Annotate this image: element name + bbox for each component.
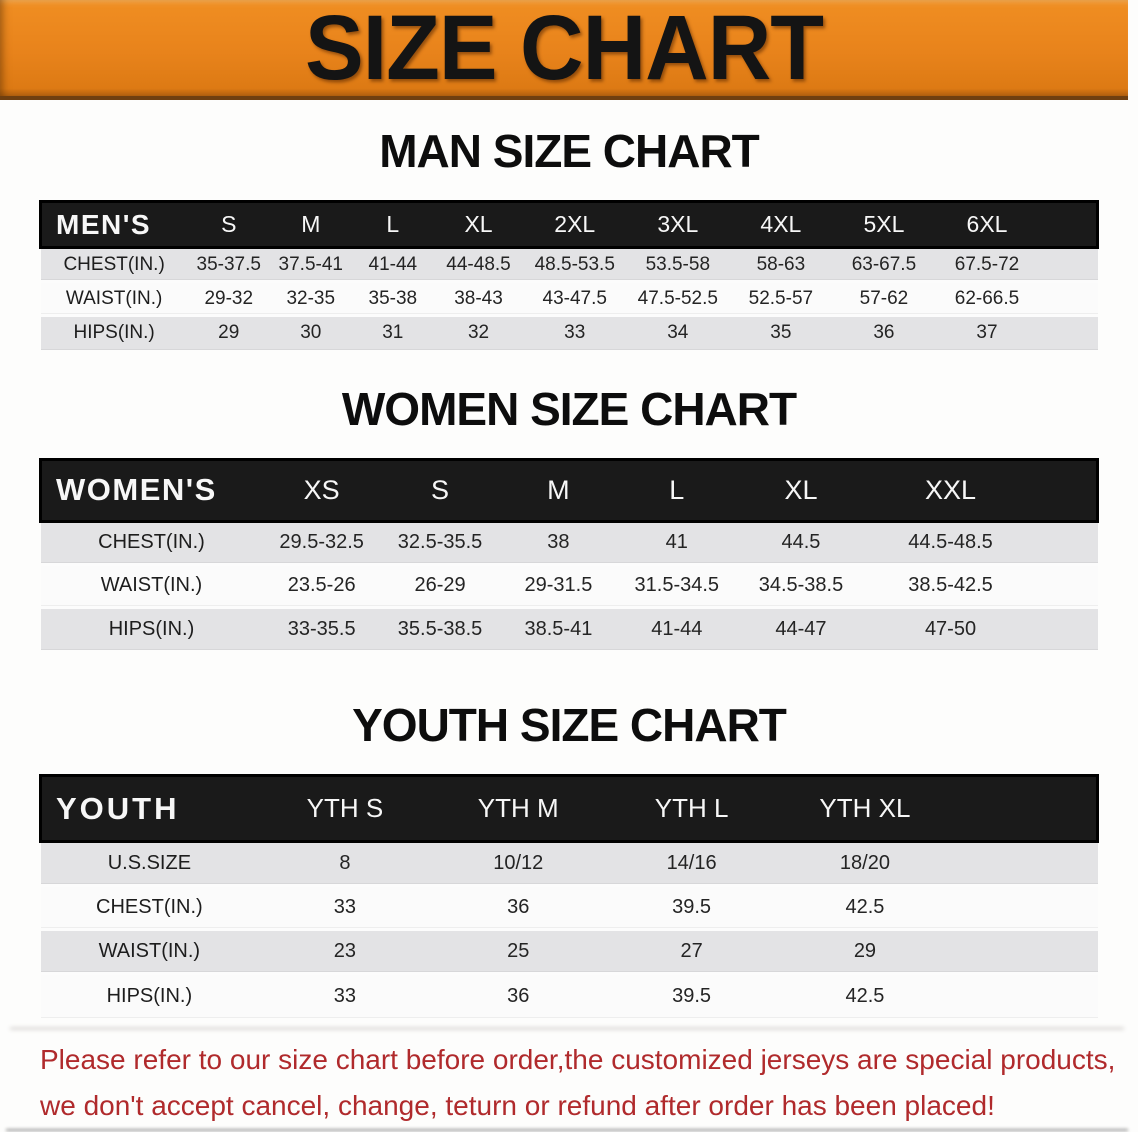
size-value-cell: 44.5	[736, 521, 866, 564]
size-value-cell: 44-48.5	[434, 248, 523, 282]
size-value-cell: 32	[434, 316, 523, 350]
size-value-cell: 29	[778, 930, 951, 974]
size-column-header: 3XL	[626, 202, 729, 248]
table-row	[41, 607, 1098, 650]
size-value-cell: 30	[270, 316, 352, 350]
size-column-header: M	[499, 459, 617, 521]
size-value-cell: 35-38	[352, 282, 434, 316]
youth-size-chart-section	[0, 698, 1138, 1018]
size-value-cell: 35-37.5	[188, 248, 270, 282]
filler-cell	[952, 930, 1098, 974]
filler-cell	[1035, 607, 1097, 650]
size-value-cell: 57-62	[832, 282, 935, 316]
size-value-cell: 38.5-41	[499, 607, 617, 650]
filler-cell	[952, 842, 1098, 886]
size-value-cell: 34.5-38.5	[736, 564, 866, 607]
size-value-cell: 53.5-58	[626, 248, 729, 282]
size-column-header: 5XL	[832, 202, 935, 248]
table-row	[41, 886, 1098, 930]
filler-cell	[1035, 459, 1097, 521]
table-row	[41, 842, 1098, 886]
filler-cell	[952, 974, 1098, 1018]
measure-row-label: HIPS(IN.)	[41, 607, 263, 650]
size-value-cell: 31	[352, 316, 434, 350]
size-value-cell: 36	[432, 886, 605, 930]
size-value-cell: 42.5	[778, 886, 951, 930]
size-value-cell: 34	[626, 316, 729, 350]
size-value-cell: 8	[258, 842, 431, 886]
banner	[0, 0, 1128, 100]
page-title: SIZE CHART	[305, 0, 823, 99]
disclaimer	[0, 1029, 1138, 1129]
size-column-header: YTH S	[258, 776, 431, 842]
table-row	[41, 930, 1098, 974]
size-value-cell: 14/16	[605, 842, 778, 886]
size-value-cell: 62-66.5	[935, 282, 1038, 316]
size-column-header: S	[381, 459, 499, 521]
size-value-cell: 58-63	[729, 248, 832, 282]
table-group-label: YOUTH	[41, 776, 259, 842]
size-column-header: 4XL	[729, 202, 832, 248]
youth-size-table	[39, 774, 1099, 1018]
size-value-cell: 41	[618, 521, 736, 564]
size-value-cell: 10/12	[432, 842, 605, 886]
size-column-header: YTH M	[432, 776, 605, 842]
size-column-header: YTH XL	[778, 776, 951, 842]
size-column-header: XS	[262, 459, 380, 521]
filler-cell	[1035, 521, 1097, 564]
measure-row-label: WAIST(IN.)	[41, 282, 188, 316]
measure-row-label: HIPS(IN.)	[41, 974, 259, 1018]
size-value-cell: 44-47	[736, 607, 866, 650]
women-size-table	[39, 458, 1099, 651]
table-row	[41, 974, 1098, 1018]
size-value-cell: 29-32	[188, 282, 270, 316]
size-value-cell: 23.5-26	[262, 564, 380, 607]
measure-row-label: HIPS(IN.)	[41, 316, 188, 350]
size-value-cell: 38	[499, 521, 617, 564]
disclaimer-line-2: we don't accept cancel, change, teturn or refund after order has been placed!	[40, 1090, 995, 1122]
size-value-cell: 67.5-72	[935, 248, 1038, 282]
measure-row-label: U.S.SIZE	[41, 842, 259, 886]
size-value-cell: 52.5-57	[729, 282, 832, 316]
size-value-cell: 25	[432, 930, 605, 974]
size-value-cell: 38-43	[434, 282, 523, 316]
table-group-label: MEN'S	[41, 202, 188, 248]
filler-cell	[952, 776, 1098, 842]
measure-row-label: CHEST(IN.)	[41, 886, 259, 930]
man-size-chart-section	[0, 124, 1138, 350]
size-value-cell: 42.5	[778, 974, 951, 1018]
size-value-cell: 37	[935, 316, 1038, 350]
table-row	[41, 248, 1098, 282]
size-value-cell: 33	[258, 974, 431, 1018]
size-value-cell: 39.5	[605, 974, 778, 1018]
size-value-cell: 23	[258, 930, 431, 974]
size-column-header: XL	[434, 202, 523, 248]
man-size-table	[39, 200, 1099, 350]
filler-cell	[1039, 282, 1098, 316]
size-column-header: M	[270, 202, 352, 248]
size-value-cell: 29.5-32.5	[262, 521, 380, 564]
women-size-chart-section	[0, 382, 1138, 651]
size-value-cell: 32-35	[270, 282, 352, 316]
filler-cell	[1039, 248, 1098, 282]
filler-cell	[952, 886, 1098, 930]
table-header-row	[41, 202, 1098, 248]
size-value-cell: 39.5	[605, 886, 778, 930]
size-column-header: 2XL	[523, 202, 626, 248]
table-row	[41, 521, 1098, 564]
measure-row-label: WAIST(IN.)	[41, 564, 263, 607]
size-value-cell: 27	[605, 930, 778, 974]
size-value-cell: 33	[258, 886, 431, 930]
filler-cell	[1039, 202, 1098, 248]
size-column-header: 6XL	[935, 202, 1038, 248]
measure-row-label: CHEST(IN.)	[41, 521, 263, 564]
size-value-cell: 48.5-53.5	[523, 248, 626, 282]
size-value-cell: 63-67.5	[832, 248, 935, 282]
filler-cell	[1035, 564, 1097, 607]
size-value-cell: 44.5-48.5	[866, 521, 1035, 564]
size-charts	[0, 100, 1138, 1018]
size-value-cell: 35	[729, 316, 832, 350]
size-value-cell: 26-29	[381, 564, 499, 607]
filler-cell	[1039, 316, 1098, 350]
measure-row-label: WAIST(IN.)	[41, 930, 259, 974]
size-value-cell: 38.5-42.5	[866, 564, 1035, 607]
size-value-cell: 36	[832, 316, 935, 350]
size-column-header: YTH L	[605, 776, 778, 842]
size-value-cell: 33	[523, 316, 626, 350]
size-value-cell: 47.5-52.5	[626, 282, 729, 316]
size-value-cell: 47-50	[866, 607, 1035, 650]
size-value-cell: 29-31.5	[499, 564, 617, 607]
size-value-cell: 41-44	[352, 248, 434, 282]
size-column-header: S	[188, 202, 270, 248]
size-value-cell: 31.5-34.5	[618, 564, 736, 607]
size-value-cell: 43-47.5	[523, 282, 626, 316]
table-row	[41, 316, 1098, 350]
size-column-header: XXL	[866, 459, 1035, 521]
size-value-cell: 37.5-41	[270, 248, 352, 282]
size-value-cell: 41-44	[618, 607, 736, 650]
bottom-edge-line	[6, 1129, 1128, 1131]
table-header-row	[41, 459, 1098, 521]
size-value-cell: 18/20	[778, 842, 951, 886]
size-value-cell: 29	[188, 316, 270, 350]
size-value-cell: 33-35.5	[262, 607, 380, 650]
man-size-chart-heading: MAN SIZE CHART	[379, 125, 759, 177]
table-header-row	[41, 776, 1098, 842]
table-group-label: WOMEN'S	[41, 459, 263, 521]
size-value-cell: 32.5-35.5	[381, 521, 499, 564]
size-column-header: L	[352, 202, 434, 248]
disclaimer-line-1: Please refer to our size chart before order,the customized jerseys are special products,	[40, 1044, 1116, 1076]
women-size-chart-heading: WOMEN SIZE CHART	[341, 382, 797, 435]
size-column-header: L	[618, 459, 736, 521]
size-value-cell: 36	[432, 974, 605, 1018]
measure-row-label: CHEST(IN.)	[41, 248, 188, 282]
table-row	[41, 564, 1098, 607]
youth-size-chart-heading: YOUTH SIZE CHART	[352, 699, 786, 751]
size-column-header: XL	[736, 459, 866, 521]
table-row	[41, 282, 1098, 316]
size-value-cell: 35.5-38.5	[381, 607, 499, 650]
